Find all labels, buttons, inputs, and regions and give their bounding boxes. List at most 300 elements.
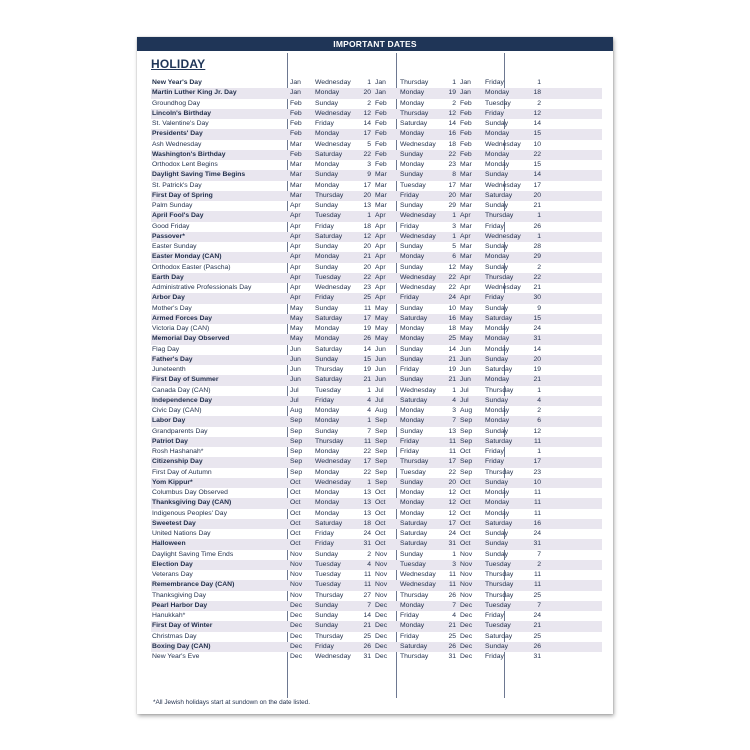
y2-day-cell: 1 bbox=[452, 232, 456, 240]
holiday-name: Patriot Day bbox=[152, 437, 188, 445]
y2-day-cell: 14 bbox=[448, 345, 456, 353]
y1-weekday-cell: Monday bbox=[315, 468, 340, 476]
y1-weekday-cell: Wednesday bbox=[315, 284, 351, 291]
y1-day-cell: 13 bbox=[363, 202, 371, 209]
y3-month-cell: Dec bbox=[460, 622, 473, 630]
y2-weekday-cell: Sunday bbox=[400, 355, 424, 363]
y3-weekday-cell: Wednesday bbox=[485, 284, 521, 291]
y3-day-cell: 24 bbox=[533, 612, 541, 619]
y1-weekday-cell: Monday bbox=[315, 417, 340, 425]
y2-day-cell: 11 bbox=[448, 448, 456, 455]
y2-month-cell: Dec bbox=[375, 642, 388, 650]
y1-month-cell: Dec bbox=[290, 653, 303, 660]
table-row bbox=[151, 201, 602, 211]
y1-day-cell: 4 bbox=[367, 407, 371, 414]
y2-month-cell: Jul bbox=[375, 386, 384, 394]
y2-day-cell: 21 bbox=[448, 355, 456, 363]
y2-month-cell: Nov bbox=[375, 581, 388, 589]
table-row bbox=[151, 632, 602, 642]
y1-weekday-cell: Monday bbox=[315, 489, 340, 496]
y2-day-cell: 31 bbox=[448, 540, 456, 548]
y2-weekday-cell: Sunday bbox=[400, 171, 424, 179]
y3-weekday-cell: Sunday bbox=[485, 263, 509, 271]
table-row bbox=[151, 570, 602, 580]
y2-month-cell: Oct bbox=[375, 499, 386, 507]
y2-weekday-cell: Wednesday bbox=[400, 140, 436, 148]
y3-weekday-cell: Sunday bbox=[485, 530, 509, 537]
y2-weekday-cell: Wednesday bbox=[400, 571, 436, 578]
holiday-name: Daylight Saving Time Begins bbox=[152, 171, 246, 179]
y3-month-cell: Sep bbox=[460, 417, 473, 425]
y3-day-cell: 21 bbox=[533, 284, 541, 291]
holiday-name: Pearl Harbor Day bbox=[152, 601, 208, 609]
holiday-name: Palm Sunday bbox=[152, 202, 193, 209]
y1-day-cell: 11 bbox=[363, 581, 371, 589]
y3-weekday-cell: Sunday bbox=[485, 427, 509, 435]
y1-day-cell: 7 bbox=[367, 601, 371, 609]
y2-day-cell: 12 bbox=[448, 109, 456, 117]
y1-day-cell: 25 bbox=[363, 294, 371, 302]
y1-weekday-cell: Tuesday bbox=[315, 571, 341, 578]
y3-month-cell: Jul bbox=[460, 386, 469, 394]
y3-day-cell: 24 bbox=[533, 530, 541, 537]
y3-month-cell: Sep bbox=[460, 427, 473, 435]
y1-day-cell: 2 bbox=[367, 550, 371, 558]
y2-day-cell: 19 bbox=[448, 366, 456, 373]
y1-day-cell: 21 bbox=[363, 622, 371, 630]
y1-month-cell: Feb bbox=[290, 120, 302, 127]
y2-weekday-cell: Monday bbox=[400, 489, 425, 496]
y1-month-cell: Sep bbox=[290, 437, 303, 445]
y2-weekday-cell: Thursday bbox=[400, 458, 429, 466]
y2-weekday-cell: Monday bbox=[400, 161, 425, 168]
y1-day-cell: 22 bbox=[363, 273, 371, 281]
y3-weekday-cell: Wednesday bbox=[485, 181, 521, 189]
holiday-name: Election Day bbox=[152, 560, 193, 568]
y3-month-cell: Apr bbox=[460, 284, 471, 291]
y3-weekday-cell: Saturday bbox=[485, 314, 513, 322]
y1-day-cell: 7 bbox=[367, 427, 371, 435]
y1-day-cell: 12 bbox=[363, 232, 371, 240]
holiday-section-title: HOLIDAY bbox=[151, 57, 206, 71]
y1-month-cell: Mar bbox=[290, 191, 302, 199]
table-row bbox=[151, 580, 602, 590]
calendar-page bbox=[137, 37, 613, 714]
table-row bbox=[151, 396, 602, 406]
y3-day-cell: 24 bbox=[533, 325, 541, 332]
y1-day-cell: 13 bbox=[363, 509, 371, 517]
y2-month-cell: Apr bbox=[375, 253, 386, 261]
table-row bbox=[151, 386, 602, 396]
y2-day-cell: 21 bbox=[448, 622, 456, 630]
y2-weekday-cell: Saturday bbox=[400, 642, 428, 650]
y3-day-cell: 1 bbox=[537, 386, 541, 394]
y2-day-cell: 17 bbox=[448, 458, 456, 466]
y1-day-cell: 17 bbox=[363, 314, 371, 322]
y2-month-cell: Feb bbox=[375, 120, 387, 127]
y1-day-cell: 17 bbox=[363, 130, 371, 138]
y3-day-cell: 15 bbox=[533, 130, 541, 138]
y1-day-cell: 21 bbox=[363, 253, 371, 261]
y1-weekday-cell: Monday bbox=[315, 407, 340, 414]
table-row bbox=[151, 88, 602, 98]
holiday-name: Good Friday bbox=[152, 222, 190, 230]
y2-weekday-cell: Wednesday bbox=[400, 232, 436, 240]
y1-day-cell: 27 bbox=[363, 591, 371, 599]
y2-day-cell: 22 bbox=[448, 468, 456, 476]
y3-weekday-cell: Sunday bbox=[485, 355, 509, 363]
y3-month-cell: Dec bbox=[460, 612, 473, 619]
y2-month-cell: Apr bbox=[375, 284, 386, 291]
table-row bbox=[151, 109, 602, 119]
y3-month-cell: Feb bbox=[460, 130, 472, 138]
y2-weekday-cell: Friday bbox=[400, 437, 419, 445]
holiday-name: Orthodox Lent Begins bbox=[152, 161, 218, 168]
y3-weekday-cell: Monday bbox=[485, 407, 510, 414]
y3-weekday-cell: Friday bbox=[485, 222, 504, 230]
y3-month-cell: Oct bbox=[460, 530, 471, 537]
holiday-name: Thanksgiving Day (CAN) bbox=[152, 499, 232, 507]
table-row bbox=[151, 99, 602, 109]
y2-day-cell: 4 bbox=[452, 612, 456, 619]
table-row bbox=[151, 529, 602, 539]
y2-weekday-cell: Monday bbox=[400, 325, 425, 332]
y3-day-cell: 1 bbox=[537, 448, 541, 455]
y1-day-cell: 31 bbox=[363, 653, 371, 660]
y3-day-cell: 26 bbox=[533, 222, 541, 230]
y2-month-cell: Apr bbox=[375, 222, 386, 230]
y3-day-cell: 29 bbox=[533, 253, 541, 261]
y1-month-cell: May bbox=[290, 304, 303, 312]
y3-month-cell: Dec bbox=[460, 601, 473, 609]
y1-month-cell: Feb bbox=[290, 99, 302, 107]
holiday-name: Memorial Day Observed bbox=[152, 335, 230, 343]
y1-weekday-cell: Sunday bbox=[315, 202, 339, 209]
y3-day-cell: 2 bbox=[537, 560, 541, 568]
y1-day-cell: 13 bbox=[363, 499, 371, 507]
y1-weekday-cell: Wednesday bbox=[315, 140, 351, 148]
y1-day-cell: 20 bbox=[363, 89, 371, 97]
y3-weekday-cell: Saturday bbox=[485, 437, 513, 445]
y1-month-cell: Mar bbox=[290, 140, 302, 148]
y1-month-cell: Sep bbox=[290, 417, 303, 425]
y1-month-cell: May bbox=[290, 335, 303, 343]
holiday-table bbox=[151, 78, 602, 662]
table-row bbox=[151, 437, 602, 447]
y3-day-cell: 11 bbox=[533, 437, 541, 445]
y1-day-cell: 20 bbox=[363, 263, 371, 271]
y3-day-cell: 15 bbox=[533, 314, 541, 322]
y3-weekday-cell: Sunday bbox=[485, 642, 509, 650]
y1-weekday-cell: Friday bbox=[315, 120, 334, 127]
y3-day-cell: 31 bbox=[533, 653, 541, 660]
y3-month-cell: Jan bbox=[460, 79, 471, 86]
holiday-name: Orthodox Easter (Pascha) bbox=[152, 263, 231, 271]
y2-weekday-cell: Monday bbox=[400, 601, 425, 609]
y1-weekday-cell: Friday bbox=[315, 396, 334, 404]
holiday-name: Canada Day (CAN) bbox=[152, 386, 211, 394]
y1-month-cell: Apr bbox=[290, 273, 301, 281]
y3-weekday-cell: Monday bbox=[485, 489, 510, 496]
y1-day-cell: 14 bbox=[363, 345, 371, 353]
y2-weekday-cell: Wednesday bbox=[400, 581, 436, 589]
y1-weekday-cell: Monday bbox=[315, 181, 340, 189]
table-row bbox=[151, 550, 602, 560]
y1-weekday-cell: Monday bbox=[315, 509, 340, 517]
y2-day-cell: 26 bbox=[448, 591, 456, 599]
y2-weekday-cell: Friday bbox=[400, 366, 419, 373]
y2-month-cell: Oct bbox=[375, 489, 386, 496]
y2-day-cell: 25 bbox=[448, 632, 456, 640]
y1-weekday-cell: Saturday bbox=[315, 376, 343, 384]
y2-month-cell: Sep bbox=[375, 448, 388, 455]
y1-day-cell: 20 bbox=[363, 191, 371, 199]
holiday-name: Yom Kippur* bbox=[152, 478, 193, 486]
y2-day-cell: 4 bbox=[452, 396, 456, 404]
y1-weekday-cell: Friday bbox=[315, 222, 334, 230]
y1-weekday-cell: Friday bbox=[315, 530, 334, 537]
y1-month-cell: Oct bbox=[290, 489, 301, 496]
y2-weekday-cell: Sunday bbox=[400, 550, 424, 558]
y2-day-cell: 20 bbox=[448, 478, 456, 486]
holiday-name: Easter Monday (CAN) bbox=[152, 253, 222, 261]
holiday-name: Hanukkah* bbox=[152, 612, 186, 619]
y1-month-cell: Oct bbox=[290, 509, 301, 517]
y2-day-cell: 7 bbox=[452, 417, 456, 425]
y1-month-cell: Jan bbox=[290, 89, 301, 97]
y1-weekday-cell: Tuesday bbox=[315, 212, 341, 220]
table-row bbox=[151, 560, 602, 570]
y3-month-cell: Mar bbox=[460, 243, 472, 250]
holiday-name: Easter Sunday bbox=[152, 243, 197, 250]
y3-weekday-cell: Tuesday bbox=[485, 601, 511, 609]
y2-month-cell: Nov bbox=[375, 571, 388, 578]
y2-day-cell: 3 bbox=[452, 222, 456, 230]
y2-weekday-cell: Wednesday bbox=[400, 212, 436, 220]
y1-weekday-cell: Friday bbox=[315, 642, 334, 650]
y2-month-cell: Mar bbox=[375, 181, 387, 189]
y1-month-cell: Nov bbox=[290, 550, 303, 558]
y1-month-cell: Nov bbox=[290, 571, 303, 578]
y2-month-cell: Sep bbox=[375, 478, 388, 486]
y1-weekday-cell: Thursday bbox=[315, 437, 344, 445]
holiday-name: First Day of Spring bbox=[152, 191, 213, 199]
table-row bbox=[151, 170, 602, 180]
holiday-name: Labor Day bbox=[152, 417, 186, 425]
y1-month-cell: Sep bbox=[290, 468, 303, 476]
y1-day-cell: 4 bbox=[367, 396, 371, 404]
y2-weekday-cell: Sunday bbox=[400, 263, 424, 271]
y1-month-cell: Oct bbox=[290, 540, 301, 548]
y2-month-cell: Feb bbox=[375, 161, 387, 168]
y3-day-cell: 1 bbox=[537, 212, 541, 220]
y2-day-cell: 21 bbox=[448, 376, 456, 384]
y3-weekday-cell: Monday bbox=[485, 499, 510, 507]
table-row bbox=[151, 406, 602, 416]
table-row bbox=[151, 242, 602, 252]
holiday-name: Lincoln's Birthday bbox=[152, 109, 212, 117]
y2-day-cell: 12 bbox=[448, 489, 456, 496]
y1-month-cell: Aug bbox=[290, 407, 303, 414]
y3-day-cell: 1 bbox=[537, 79, 541, 86]
y2-month-cell: Dec bbox=[375, 622, 388, 630]
y3-month-cell: Feb bbox=[460, 140, 472, 148]
holiday-name: Flag Day bbox=[152, 345, 180, 353]
y3-day-cell: 26 bbox=[533, 642, 541, 650]
holiday-name: New Year's Eve bbox=[152, 653, 200, 660]
y3-weekday-cell: Thursday bbox=[485, 273, 514, 281]
y2-weekday-cell: Sunday bbox=[400, 202, 424, 209]
y3-weekday-cell: Friday bbox=[485, 458, 504, 466]
y1-weekday-cell: Sunday bbox=[315, 427, 339, 435]
y3-weekday-cell: Monday bbox=[485, 335, 510, 343]
y1-day-cell: 9 bbox=[367, 171, 371, 179]
y2-month-cell: May bbox=[375, 325, 388, 332]
y1-day-cell: 5 bbox=[367, 140, 371, 148]
y2-month-cell: Dec bbox=[375, 632, 388, 640]
y2-weekday-cell: Saturday bbox=[400, 530, 428, 537]
table-row bbox=[151, 427, 602, 437]
y2-month-cell: Jul bbox=[375, 396, 384, 404]
table-row bbox=[151, 150, 602, 160]
table-row bbox=[151, 488, 602, 498]
y3-month-cell: Dec bbox=[460, 632, 473, 640]
y3-weekday-cell: Monday bbox=[485, 509, 510, 517]
y1-month-cell: Jun bbox=[290, 376, 301, 384]
holiday-name: Daylight Saving Time Ends bbox=[152, 550, 234, 558]
y2-day-cell: 19 bbox=[448, 89, 456, 97]
y2-month-cell: May bbox=[375, 314, 388, 322]
y2-month-cell: Sep bbox=[375, 437, 388, 445]
y1-weekday-cell: Thursday bbox=[315, 191, 344, 199]
holiday-name: United Nations Day bbox=[152, 530, 211, 537]
y3-month-cell: Nov bbox=[460, 571, 473, 578]
y1-day-cell: 20 bbox=[363, 243, 371, 250]
y2-month-cell: Apr bbox=[375, 243, 386, 250]
y2-weekday-cell: Saturday bbox=[400, 396, 428, 404]
y1-month-cell: Nov bbox=[290, 581, 303, 589]
y1-month-cell: Jul bbox=[290, 396, 299, 404]
y3-month-cell: Apr bbox=[460, 232, 471, 240]
y3-day-cell: 7 bbox=[537, 550, 541, 558]
y3-month-cell: Oct bbox=[460, 478, 471, 486]
y3-weekday-cell: Monday bbox=[485, 345, 510, 353]
y2-month-cell: Feb bbox=[375, 109, 387, 117]
table-row bbox=[151, 416, 602, 426]
holiday-name: Father's Day bbox=[152, 355, 193, 363]
y2-weekday-cell: Monday bbox=[400, 335, 425, 343]
y1-weekday-cell: Monday bbox=[315, 325, 340, 332]
y1-day-cell: 12 bbox=[363, 109, 371, 117]
y2-day-cell: 31 bbox=[448, 653, 456, 660]
holiday-name: Administrative Professionals Day bbox=[152, 284, 252, 291]
holiday-name: Ash Wednesday bbox=[152, 140, 202, 148]
y1-month-cell: Dec bbox=[290, 622, 303, 630]
y3-month-cell: Jun bbox=[460, 345, 471, 353]
table-row bbox=[151, 191, 602, 201]
y1-month-cell: Sep bbox=[290, 458, 303, 466]
y1-month-cell: Nov bbox=[290, 560, 303, 568]
y2-day-cell: 24 bbox=[448, 530, 456, 537]
y2-month-cell: Mar bbox=[375, 202, 387, 209]
y1-month-cell: Apr bbox=[290, 222, 301, 230]
y1-month-cell: Oct bbox=[290, 478, 301, 486]
table-row bbox=[151, 447, 602, 457]
y3-weekday-cell: Wednesday bbox=[485, 140, 521, 148]
table-row bbox=[151, 365, 602, 375]
y3-month-cell: Jun bbox=[460, 355, 471, 363]
y1-month-cell: Jul bbox=[290, 386, 299, 394]
table-row bbox=[151, 509, 602, 519]
y2-weekday-cell: Wednesday bbox=[400, 284, 436, 291]
y1-day-cell: 24 bbox=[363, 530, 371, 537]
y3-day-cell: 19 bbox=[533, 366, 541, 373]
y2-month-cell: May bbox=[375, 304, 388, 312]
holiday-name: Arbor Day bbox=[152, 294, 185, 302]
y3-month-cell: Oct bbox=[460, 448, 471, 455]
y2-month-cell: Sep bbox=[375, 468, 388, 476]
y2-weekday-cell: Thursday bbox=[400, 653, 429, 660]
y3-weekday-cell: Friday bbox=[485, 294, 504, 302]
y2-month-cell: Mar bbox=[375, 191, 387, 199]
y3-day-cell: 16 bbox=[533, 519, 541, 527]
y3-month-cell: Oct bbox=[460, 519, 471, 527]
table-row bbox=[151, 160, 602, 170]
y2-weekday-cell: Friday bbox=[400, 612, 419, 619]
y2-month-cell: Jan bbox=[375, 89, 386, 97]
y1-weekday-cell: Monday bbox=[315, 130, 340, 138]
y2-weekday-cell: Monday bbox=[400, 622, 425, 630]
y3-month-cell: May bbox=[460, 314, 473, 322]
y2-day-cell: 13 bbox=[448, 427, 456, 435]
table-row bbox=[151, 478, 602, 488]
y3-weekday-cell: Friday bbox=[485, 448, 504, 455]
y2-day-cell: 1 bbox=[452, 386, 456, 394]
y1-month-cell: Apr bbox=[290, 202, 301, 209]
table-row bbox=[151, 591, 602, 601]
y1-weekday-cell: Thursday bbox=[315, 591, 344, 599]
holiday-name: Halloween bbox=[152, 540, 186, 548]
y2-weekday-cell: Friday bbox=[400, 222, 419, 230]
y1-weekday-cell: Sunday bbox=[315, 304, 339, 312]
holiday-name: First Day of Winter bbox=[152, 622, 213, 630]
holiday-name: Presidents' Day bbox=[152, 130, 203, 138]
y1-day-cell: 1 bbox=[367, 79, 371, 86]
y3-weekday-cell: Monday bbox=[485, 130, 510, 138]
y2-weekday-cell: Sunday bbox=[400, 243, 424, 250]
holiday-name: Passover* bbox=[152, 232, 185, 240]
y2-weekday-cell: Monday bbox=[400, 89, 425, 97]
y1-weekday-cell: Sunday bbox=[315, 612, 339, 619]
y3-day-cell: 20 bbox=[533, 355, 541, 363]
y1-month-cell: Sep bbox=[290, 427, 303, 435]
y2-month-cell: Dec bbox=[375, 612, 388, 619]
y3-month-cell: Oct bbox=[460, 489, 471, 496]
y2-day-cell: 7 bbox=[452, 601, 456, 609]
table-row bbox=[151, 293, 602, 303]
y1-weekday-cell: Saturday bbox=[315, 232, 343, 240]
y2-month-cell: Feb bbox=[375, 130, 387, 138]
y2-weekday-cell: Saturday bbox=[400, 120, 428, 127]
holiday-name: St. Patrick's Day bbox=[152, 181, 202, 189]
y1-month-cell: Mar bbox=[290, 181, 302, 189]
y1-weekday-cell: Friday bbox=[315, 294, 334, 302]
y1-weekday-cell: Sunday bbox=[315, 263, 339, 271]
important-dates-banner: IMPORTANT DATES bbox=[137, 37, 613, 51]
y3-month-cell: Apr bbox=[460, 212, 471, 220]
y3-day-cell: 22 bbox=[533, 150, 541, 158]
y3-weekday-cell: Saturday bbox=[485, 366, 513, 373]
